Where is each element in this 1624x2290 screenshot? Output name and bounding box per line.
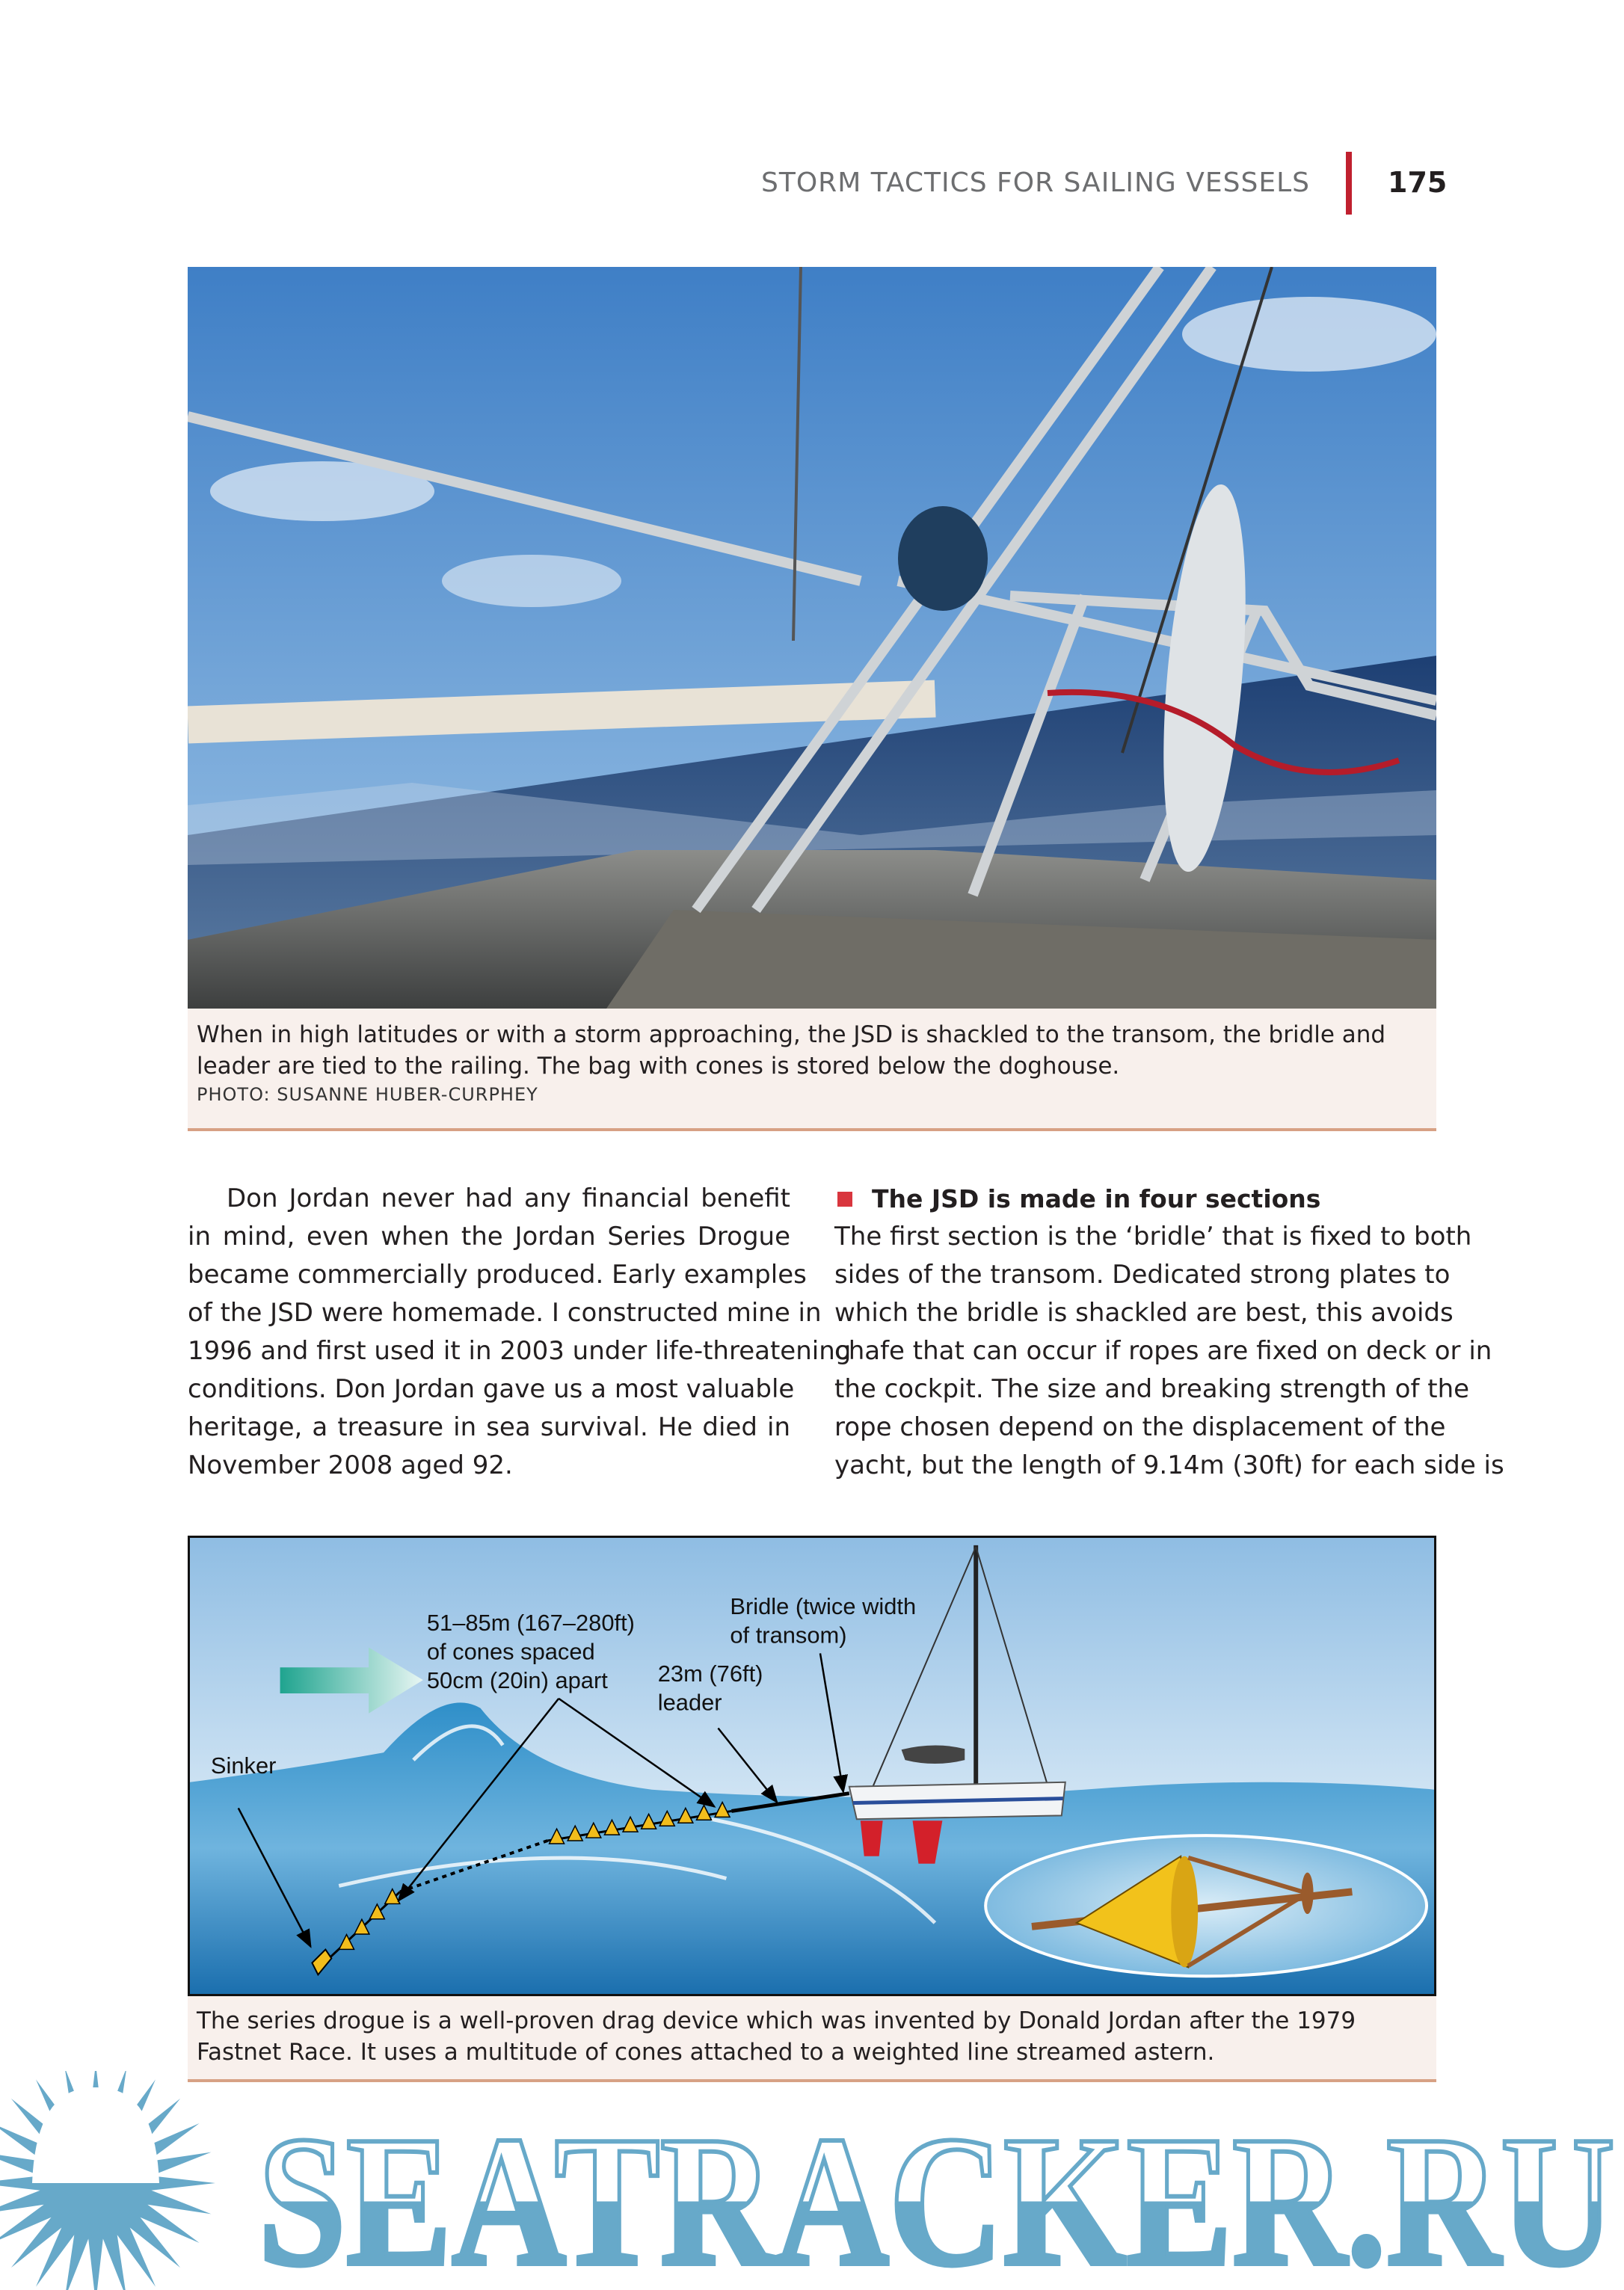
body-line: November 2008 aged 92.	[188, 1450, 513, 1480]
leader-label-line: 23m (76ft)	[657, 1660, 763, 1687]
body-line: Don Jordan never had any financial benefit	[227, 1184, 790, 1213]
body-line: which the bridle is shackled are best, this avoids	[834, 1298, 1454, 1328]
body-line: The first section is the ‘bridle’ that is fixed to both	[834, 1222, 1472, 1252]
body-line: the cockpit. The size and breaking strength of the	[834, 1374, 1470, 1404]
cone-inset	[985, 1835, 1427, 1976]
page-number: 175	[1388, 166, 1448, 199]
bridle-label-line: Bridle (twice width	[730, 1593, 917, 1619]
photo-credit: PHOTO: SUSANNE HUBER-CURPHEY	[197, 1084, 538, 1105]
body-line: in mind, even when the Jordan Series Drogue	[188, 1222, 790, 1252]
right-column	[834, 1180, 1504, 1485]
chapter-title: STORM TACTICS FOR SAILING VESSELS	[761, 167, 1310, 198]
cones-label-line: 50cm (20in) apart	[426, 1667, 608, 1694]
watermark	[0, 2071, 1624, 2290]
drogue-diagram	[188, 1536, 1436, 1996]
section-heading-text: The JSD is made in four sections	[872, 1184, 1321, 1213]
diagram-caption	[188, 1996, 1436, 2082]
leader-label-line: leader	[657, 1689, 722, 1716]
sailing-photo	[188, 267, 1436, 1009]
photo-caption-text: When in high latitudes or with a storm approaching, the JSD is shackled to the transom, the bridle and leader are tied to the railing. The bag with cones is stored below the doghouse.	[197, 1021, 1386, 1080]
body-line: became commercially produced. Early examples	[188, 1260, 807, 1290]
section-heading	[834, 1180, 1437, 1218]
sinker-label: Sinker	[210, 1752, 277, 1779]
body-line: rope chosen depend on the displacement of the	[834, 1412, 1446, 1442]
body-line: chafe that can occur if ropes are fixed on deck or in	[834, 1336, 1492, 1366]
bridle-label-line: of transom)	[730, 1622, 847, 1649]
body-line: conditions. Don Jordan gave us a most valuable	[188, 1374, 795, 1404]
diagram-caption-text: The series drogue is a well-proven drag device which was invented by Donald Jordan after the 1979 Fastnet Race. It uses a multitude of cones attached to a weighted line streamed astern.	[197, 2007, 1356, 2066]
cones-label-line: of cones spaced	[426, 1638, 595, 1665]
body-line: heritage, a treasure in sea survival. He died in	[188, 1412, 790, 1442]
bullet-square-icon	[837, 1192, 852, 1207]
photo-caption	[188, 1009, 1436, 1131]
header-divider	[1346, 152, 1352, 215]
body-line: yacht, but the length of 9.14m (30ft) for each side is	[834, 1450, 1504, 1480]
sun-logo-icon	[0, 2071, 215, 2290]
left-column	[188, 1180, 852, 1485]
body-line: of the JSD were homemade. I constructed mine in	[188, 1298, 822, 1328]
body-line: 1996 and first used it in 2003 under life-threatening	[188, 1336, 852, 1366]
cones-label-line: 51–85m (167–280ft)	[426, 1609, 635, 1636]
body-line: sides of the transom. Dedicated strong plates to	[834, 1260, 1451, 1290]
watermark-text: SEATRACKER.RU	[258, 2098, 1615, 2290]
